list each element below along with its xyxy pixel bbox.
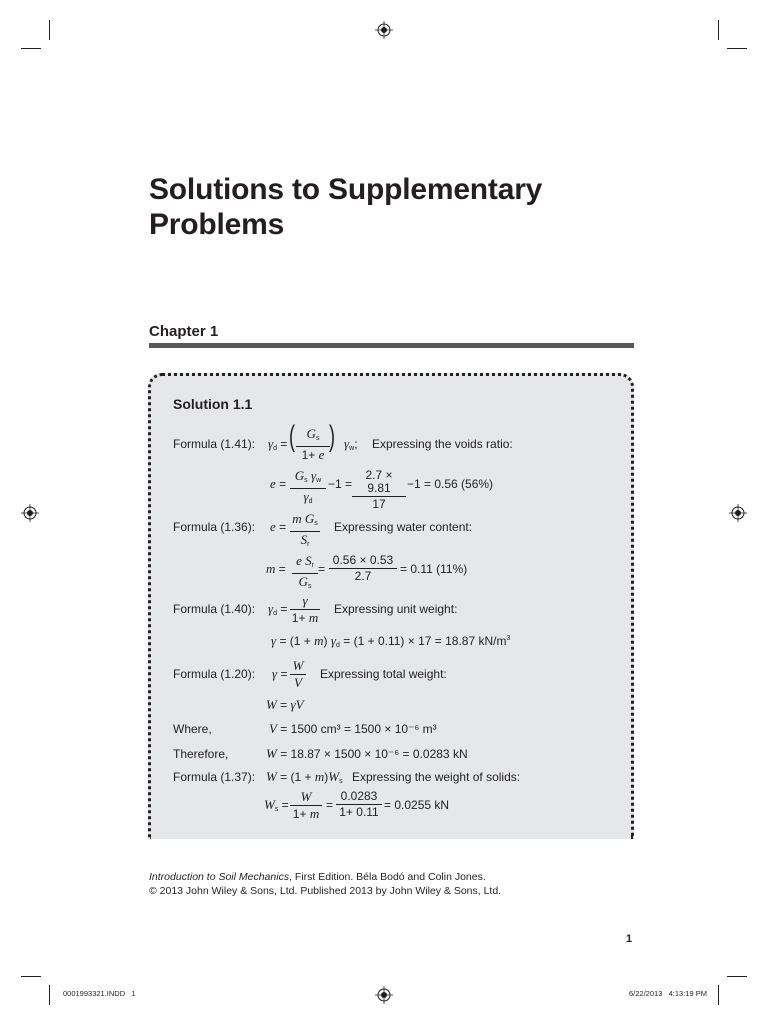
formula-expression: $\gamma_d$ = bbox=[268, 436, 288, 452]
formula-expression: ( bbox=[289, 420, 295, 453]
formula-expression: γ = (1 + m) $\gamma_d = (1 + 0.11) \times 17 = 18.87$ $kN/m^3$ bbox=[271, 633, 511, 649]
formula-expression: ) bbox=[329, 420, 335, 453]
formula-fraction: $\frac{0.56 \times 0.53}{2.7}$ bbox=[329, 554, 397, 583]
registration-mark-icon bbox=[375, 21, 393, 39]
page-title: Solutions to Supplementary Problems bbox=[149, 173, 543, 241]
slug-timestamp: 6/22/2013 4:13:19 PM bbox=[629, 989, 707, 998]
formula-expression: = bbox=[326, 798, 334, 812]
crop-mark bbox=[727, 976, 747, 977]
formula-expression: −1 = bbox=[328, 477, 353, 491]
crop-mark bbox=[718, 20, 719, 40]
formula-result: = (1 + 0.11) × 17 = 18.87 kN/m bbox=[343, 634, 507, 648]
formula-expression: = bbox=[318, 562, 326, 576]
book-title: Introduction to Soil Mechanics bbox=[149, 871, 290, 883]
formula-expression: $W_s$ = bbox=[264, 797, 289, 813]
formula-fraction: $\frac{2.7 \times 9.81}{17}$ bbox=[352, 469, 406, 511]
crop-mark bbox=[727, 48, 747, 49]
crop-mark bbox=[49, 20, 50, 40]
formula-expression: W = 18.87 × 1500 × 10⁻⁶ = 0.0283 kN bbox=[266, 746, 468, 761]
formula-expression: $\gamma_w$; bbox=[344, 436, 358, 452]
formula-result: = 18.87 × 1500 × 10⁻⁶ = 0.0283 kN bbox=[280, 747, 468, 761]
copyright: © 2013 John Wiley & Sons, Ltd. Published 2013 by John Wiley & Sons, Ltd. bbox=[149, 885, 502, 897]
formula-expression: m = bbox=[266, 561, 286, 576]
citation: Introduction to Soil Mechanics, First Edition. Béla Bodó and Colin Jones. bbox=[149, 871, 486, 883]
formula-expression: γ = bbox=[272, 666, 288, 681]
formula-label: Formula (1.40): bbox=[173, 602, 256, 616]
formula-expression: e = bbox=[270, 476, 287, 491]
formula-result: = 0.0255 kN bbox=[384, 798, 450, 812]
formula-label: Therefore, bbox=[173, 747, 229, 761]
slug-filename: 0001993321.INDD 1 bbox=[63, 989, 136, 998]
formula-expression: $\frac{W}{V}$ bbox=[290, 659, 306, 690]
formula-note: Expressing water content: bbox=[334, 520, 473, 534]
formula-label: Where, bbox=[173, 722, 212, 736]
formula-fraction: $\frac{0.0283}{1+ 0.11}$ bbox=[336, 790, 382, 819]
chapter-rule bbox=[149, 343, 634, 348]
formula-expression: e = bbox=[270, 519, 287, 534]
registration-mark-icon bbox=[729, 504, 747, 522]
formula-note: Expressing the voids ratio: bbox=[372, 437, 513, 451]
formula-expression: $\frac{G_s}{1+ e}$ bbox=[296, 427, 330, 462]
formula-note: Expressing unit weight: bbox=[334, 602, 458, 616]
formula-result: = 1500 cm³ = 1500 × 10⁻⁶ m³ bbox=[280, 722, 437, 736]
formula-expression: W = γV bbox=[266, 697, 304, 712]
crop-mark bbox=[21, 976, 41, 977]
registration-mark-icon bbox=[375, 986, 393, 1004]
crop-mark bbox=[21, 48, 41, 49]
crop-mark bbox=[718, 985, 719, 1005]
formula-expression: $\frac{\gamma}{1+ m}$ bbox=[291, 593, 319, 625]
formula-expression: $\frac{W}{1+ m}$ bbox=[290, 790, 322, 821]
formula-label: Formula (1.37): bbox=[173, 770, 256, 784]
formula-expression: V = 1500 cm³ = 1500 × 10⁻⁶ m³ bbox=[269, 721, 437, 736]
formula-label: Formula (1.20): bbox=[173, 667, 256, 681]
formula-result: −1 = 0.56 (56%) bbox=[407, 477, 494, 491]
formula-label: Formula (1.36): bbox=[173, 520, 256, 534]
formula-expression: $W = (1 + m)W_s$ bbox=[266, 769, 343, 785]
chapter-heading: Chapter 1 bbox=[149, 323, 219, 340]
formula-note: Expressing total weight: bbox=[320, 667, 447, 681]
formula-expression: $\frac{e S_r}{G_s}$ bbox=[292, 554, 318, 593]
registration-mark-icon bbox=[21, 504, 39, 522]
formula-result: = 0.11 (11%) bbox=[400, 562, 468, 576]
formula-note: Expressing the weight of solids: bbox=[352, 770, 521, 784]
formula-label: Formula (1.41): bbox=[173, 437, 256, 451]
formula-expression: $\frac{G_s \gamma_w}{\gamma_d}$ bbox=[290, 469, 326, 508]
formula-expression: $\gamma_d$ = bbox=[268, 601, 288, 617]
solution-title: Solution 1.1 bbox=[173, 396, 253, 412]
page-number: 1 bbox=[626, 933, 633, 945]
crop-mark bbox=[49, 985, 50, 1005]
formula-expression: $\frac{m G_s}{S_r}$ bbox=[290, 512, 320, 551]
